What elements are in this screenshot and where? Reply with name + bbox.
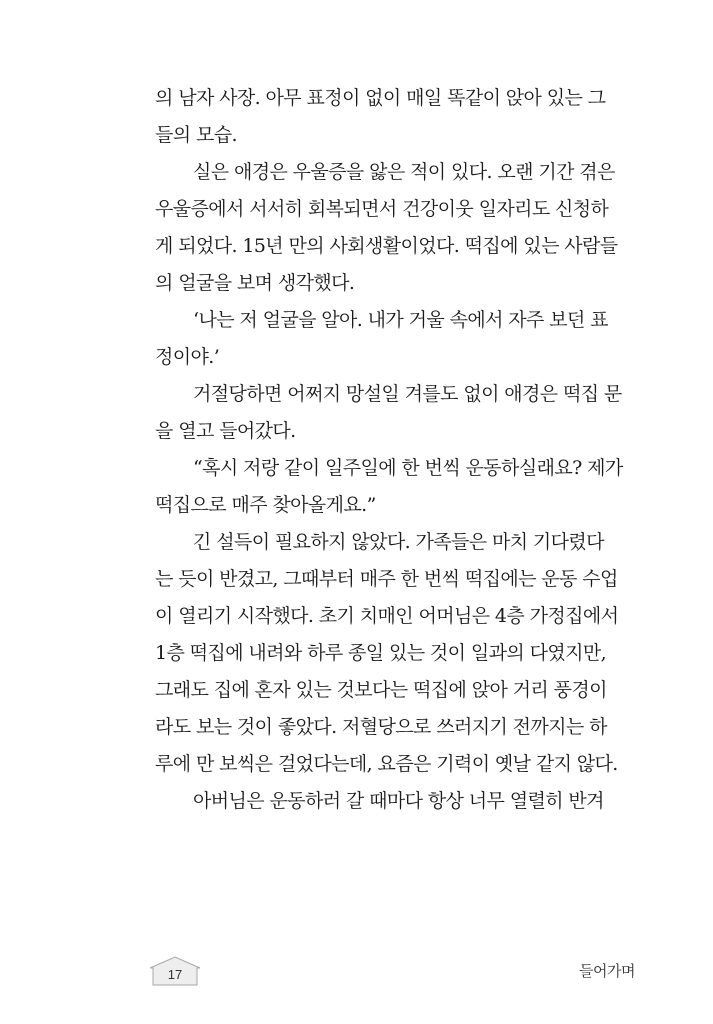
text-line: 거절당하면 어쩌지 망설일 겨를도 없이 애경은 떡집 문	[193, 383, 622, 405]
text-line: 을 열고 들어갔다.	[155, 420, 296, 442]
text-line: 떡집으로 매주 찾아올게요.”	[155, 494, 376, 516]
text-line: 긴 설득이 필요하지 않았다. 가족들은 마치 기다렸다	[193, 531, 604, 553]
text-line: “혹시 저랑 같이 일주일에 한 번씩 운동하실래요? 제가	[193, 457, 623, 479]
text-line: ‘나는 저 얼굴을 알아. 내가 거울 속에서 자주 보던 표	[193, 309, 608, 331]
running-title: 들어가며	[579, 962, 635, 980]
text-line: 는 듯이 반겼고, 그때부터 매주 한 번씩 떡집에는 운동 수업	[155, 568, 618, 590]
text-line: 들의 모습.	[155, 124, 237, 146]
text-line: 의 얼굴을 보며 생각했다.	[155, 272, 355, 294]
text-line: 의 남자 사장. 아무 표정이 없이 매일 똑같이 앉아 있는 그	[155, 87, 606, 109]
body-text	[155, 86, 633, 826]
text-line: 이 열리기 시작했다. 초기 치매인 어머님은 4층 가정집에서	[155, 605, 619, 627]
text-line: 그래도 집에 혼자 있는 것보다는 떡집에 앉아 거리 풍경이	[155, 679, 607, 701]
text-line: 우울증에서 서서히 회복되면서 건강이웃 일자리도 신청하	[155, 198, 609, 220]
text-line: 실은 애경은 우울증을 앓은 적이 있다. 오랜 기간 겪은	[193, 161, 615, 183]
text-line: 루에 만 보씩은 걸었다는데, 요즘은 기력이 옛날 같지 않다.	[155, 753, 618, 775]
page-number: 17	[167, 967, 183, 982]
text-line: 게 되었다. 15년 만의 사회생활이었다. 떡집에 있는 사람들	[155, 235, 618, 257]
page-footer	[0, 950, 713, 990]
text-line: 1층 떡집에 내려와 하루 종일 있는 것이 일과의 다였지만,	[155, 642, 607, 664]
text-line: 정이야.’	[155, 346, 220, 368]
text-line: 라도 보는 것이 좋았다. 저혈당으로 쓰러지기 전까지는 하	[155, 716, 607, 738]
text-line: 아버님은 운동하러 갈 때마다 항상 너무 열렬히 반겨	[193, 790, 604, 812]
page-number-badge	[148, 956, 202, 986]
